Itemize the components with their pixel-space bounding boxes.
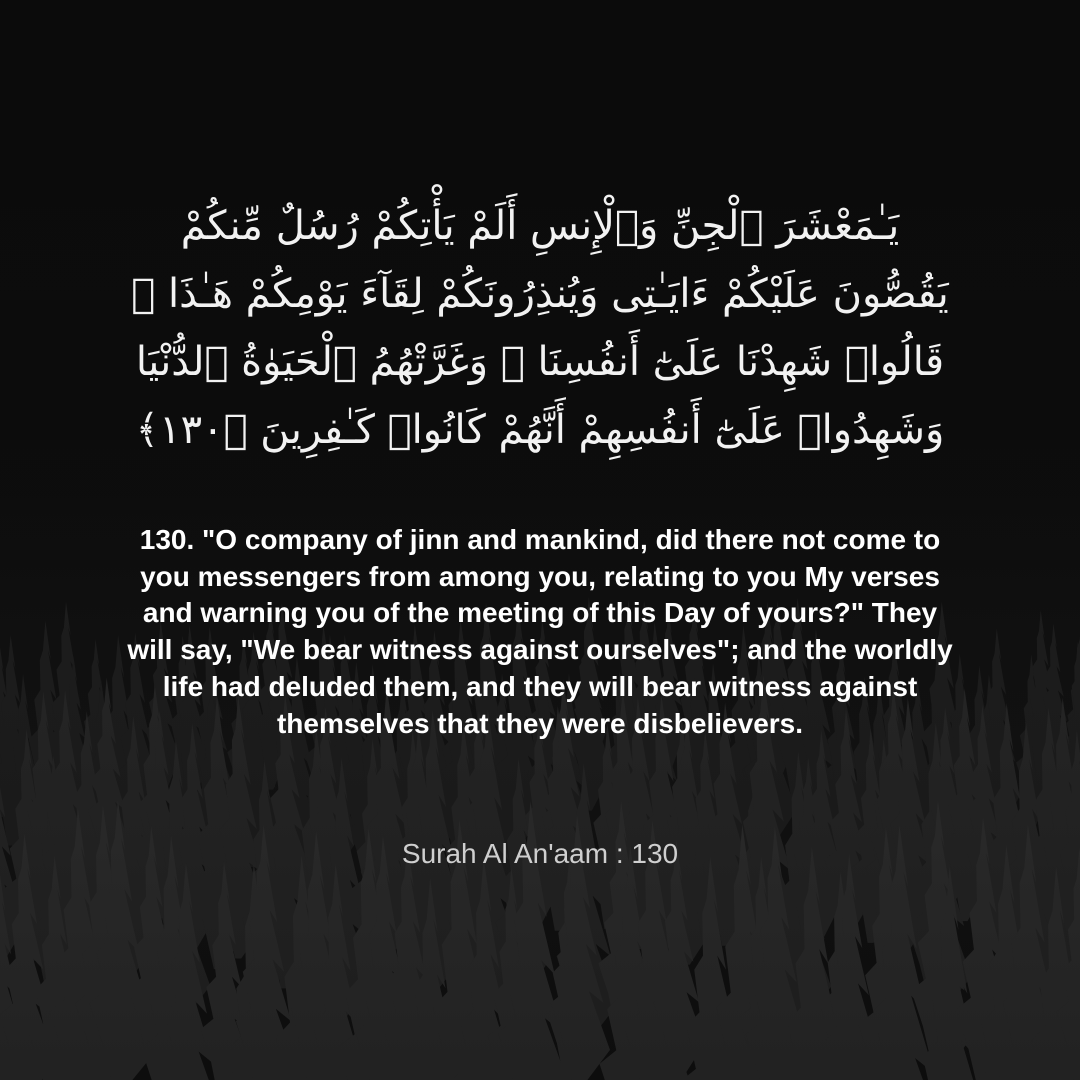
verse-reference: Surah Al An'aam : 130	[401, 838, 679, 869]
arabic-verse: يَـٰمَعْشَرَ ٱلْجِنِّ وَٱلْإِنسِ أَلَمْ يَأْتِكُمْ رُسُلٌ مِّنكُمْ يَقُصُّونَ عَلَيْكُمْ ءَايَـٰتِى وَيُنذِرُونَكُمْ لِقَآءَ يَوْمِكُمْ هَـٰذَا ۚ قَالُوا۟ شَهِدْنَا عَلَىٰٓ أَنفُسِنَا ۖ وَغَرَّتْهُمُ ٱلْحَيَوٰةُ ٱلدُّنْيَا وَشَهِدُوا۟ عَلَىٰٓ أَنفُسِهِمْ أَنَّهُمْ كَانُوا۟ كَـٰفِرِينَ ﴿١٣٠﴾	[131, 203, 949, 453]
verse-translation: 130. "O company of jinn and mankind, did there not come to you messengers from among you, relating to you My verses and warning you of the meeting of this Day of yours?" They will say, "We bear witness against ourselves"; and the worldly life had deluded them, and they will bear witness against themselves that they were disbelievers.	[127, 524, 953, 739]
